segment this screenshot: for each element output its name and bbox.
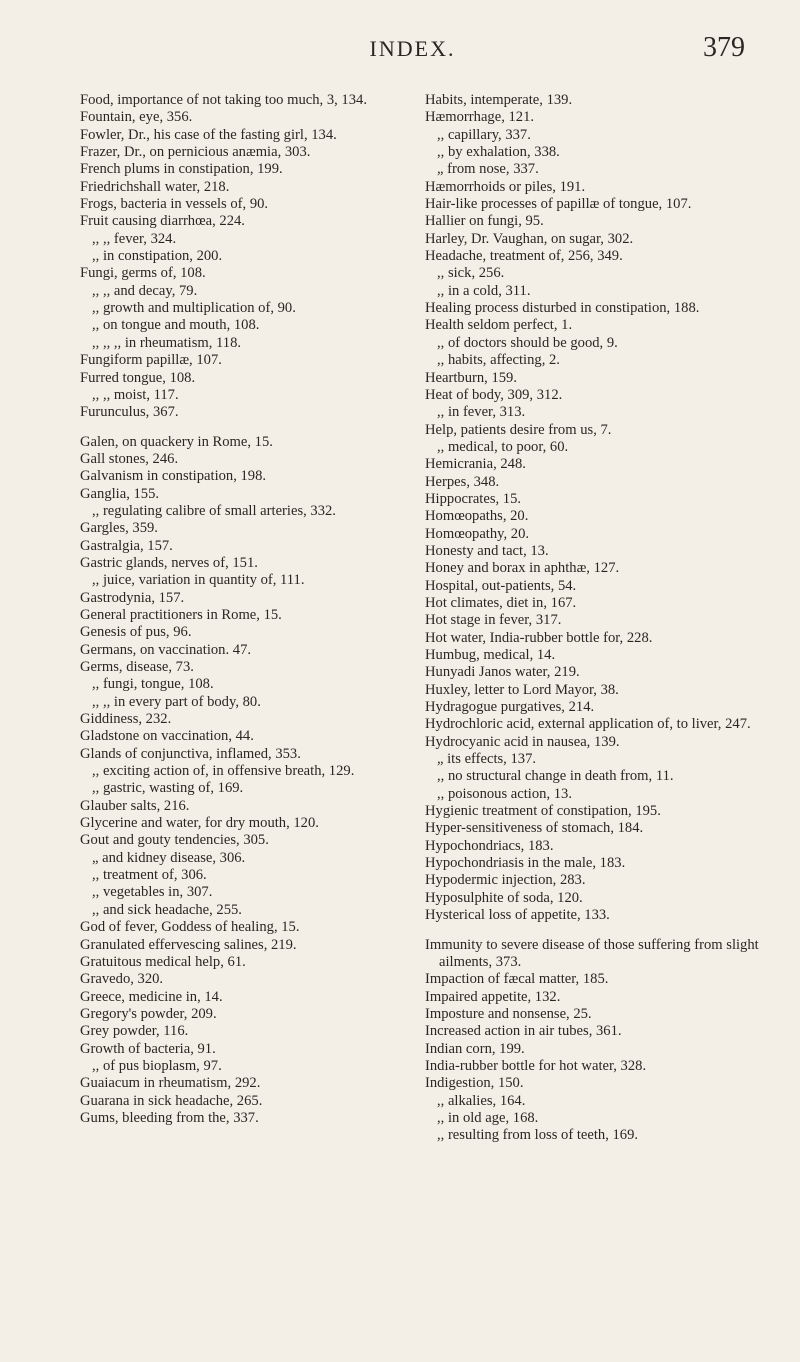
index-subentry: ,, in constipation, 200. [92,248,223,265]
index-entry: Gregory's powder, 209. [80,1005,217,1022]
index-entry: Fruit causing diarrhœa, 224. [80,213,245,230]
index-entry: Gravedo, 320. [80,971,164,988]
index-entry: Furunculus, 367. [80,404,179,421]
index-subentry: ,, on tongue and mouth, 108. [92,317,260,334]
index-entry: Headache, treatment of, 256, 349. [425,248,623,265]
index-entry: Hyposulphite of soda, 120. [425,889,583,906]
index-subentry: ,, ,, ,, in rheumatism, 118. [92,334,242,351]
page-title: INDEX. [369,36,456,61]
index-entry: Frogs, bacteria in vessels of, 90. [80,196,269,213]
index-entry: Granulated effervescing salines, 219. [80,936,297,953]
index-entry: Gout and gouty tendencies, 305. [80,832,269,849]
index-entry: Grey powder, 116. [80,1023,189,1040]
index-entry: Food, importance of not taking too much, 3, 134. [80,92,367,108]
index-entry: French plums in constipation, 199. [80,161,283,178]
index-subentry: ,, by exhalation, 338. [437,144,560,161]
index-entry: Fungi, germs of, 108. [80,265,206,282]
index-entry: Glauber salts, 216. [80,797,190,814]
index-entry: Honey and borax in aphthæ, 127. [425,560,620,577]
index-entry: Hypochondriacs, 183. [425,837,554,854]
index-subentry: ,, habits, affecting, 2. [437,352,560,369]
letter-section-gap [425,925,773,937]
index-entry: Healing process disturbed in constipation, 188. [425,300,700,317]
index-entry: Impaction of fæcal matter, 185. [425,971,609,988]
index-entry: Hygienic treatment of constipation, 195. [425,803,661,820]
index-subentry: ,, of doctors should be good, 9. [437,334,618,351]
index-entry: Gastralgia, 157. [80,537,173,554]
index-subentry: „ from nose, 337. [437,161,539,178]
index-entry: Fowler, Dr., his case of the fasting girl, 134. [80,126,337,143]
index-entry: Homœopathy, 20. [425,525,530,542]
index-entry: Hot stage in fever, 317. [425,612,562,629]
index-entry: Gargles, 359. [80,520,158,537]
index-entry: Guaiacum in rheumatism, 292. [80,1075,261,1092]
index-entry: Habits, intemperate, 139. [425,92,573,108]
index-subentry: ,, medical, to poor, 60. [437,438,569,455]
index-entry: Ganglia, 155. [80,485,160,502]
index-entry: General practitioners in Rome, 15. [80,606,282,623]
index-entry: Hydragogue purgatives, 214. [425,699,595,716]
index-subentry: ,, ,, and decay, 79. [92,282,198,299]
index-entry: Hypochondriasis in the male, 183. [425,855,626,872]
index-entry: Hunyadi Janos water, 219. [425,664,580,681]
index-entry: Galen, on quackery in Rome, 15. [80,433,273,450]
index-entry: Gastric glands, nerves of, 151. [80,554,258,571]
index-entry: Hair-like processes of papillæ of tongue, 107. [425,196,692,213]
page-header [80,32,745,70]
index-entry: Gastrodynia, 157. [80,589,185,606]
index-entry: Genesis of pus, 96. [80,624,192,641]
index-entry: Hydrocyanic acid in nausea, 139. [425,733,620,750]
index-subentry: ,, resulting from loss of teeth, 169. [437,1127,639,1144]
index-entry: Hot water, India-rubber bottle for, 228. [425,629,653,646]
letter-section-gap [80,422,430,434]
index-entry: God of fever, Goddess of healing, 15. [80,919,300,936]
index-entry: Help, patients desire from us, 7. [425,421,612,438]
index-subentry: ,, and sick headache, 255. [92,901,242,918]
index-subentry: ,, sick, 256. [437,265,505,282]
index-subentry: ,, exciting action of, in offensive breath, 129. [92,763,355,780]
index-entry: Hallier on fungi, 95. [425,213,544,230]
index-subentry: ,, ,, in every part of body, 80. [92,693,261,710]
index-entry: India-rubber bottle for hot water, 328. [425,1057,647,1074]
index-entry: Hydrochloric acid, external application of, to liver, 247. [425,716,751,733]
index-subentry: ,, treatment of, 306. [92,867,207,884]
index-entry: Gall stones, 246. [80,450,179,467]
index-entry: Huxley, letter to Lord Mayor, 38. [425,681,619,698]
index-subentry: ,, poisonous action, 13. [437,785,572,802]
index-subentry: ,, juice, variation in quantity of, 111. [92,572,305,589]
index-entry: Increased action in air tubes, 361. [425,1023,622,1040]
index-column-left [80,92,430,1127]
index-entry: Greece, medicine in, 14. [80,988,223,1005]
index-entry: Hot climates, diet in, 167. [425,594,577,611]
index-entry: Health seldom perfect, 1. [425,317,573,334]
index-subentry: ,, vegetables in, 307. [92,884,213,901]
index-subentry: ,, alkalies, 164. [437,1092,526,1109]
index-subentry: ,, growth and multiplication of, 90. [92,300,296,317]
index-subentry: ,, in fever, 313. [437,404,526,421]
index-entry: Glycerine and water, for dry mouth, 120. [80,815,319,832]
index-entry: Hyper-sensitiveness of stomach, 184. [425,820,644,837]
index-entry: Galvanism in constipation, 198. [80,468,267,485]
index-entry: Hippocrates, 15. [425,490,522,507]
index-entry: Germs, disease, 73. [80,659,194,675]
index-subentry: ,, no structural change in death from, 11. [437,768,674,785]
page-number: 379 [703,32,745,63]
index-entry: Immunity to severe disease of those suffering from slight ailments, 373. [425,936,759,970]
index-subentry: ,, regulating calibre of small arteries, 332. [92,502,336,519]
index-entry: Hemicrania, 248. [425,456,526,473]
index-entry: Guarana in sick headache, 265. [80,1092,263,1109]
index-entry: Germans, on vaccination. 47. [80,641,252,658]
index-subentry: ,, fungi, tongue, 108. [92,676,214,693]
index-entry: Gums, bleeding from the, 337. [80,1109,259,1126]
index-subentry: ,, ,, moist, 117. [92,386,179,403]
index-column-right [425,92,773,1145]
index-entry: Hæmorrhage, 121. [425,109,535,126]
index-subentry: „ and kidney disease, 306. [92,849,246,866]
index-subentry: ,, capillary, 337. [437,126,531,143]
index-entry: Fountain, eye, 356. [80,109,193,126]
index-entry: Homœopaths, 20. [425,508,529,525]
index-entry: Indian corn, 199. [425,1040,525,1057]
index-entry: Heat of body, 309, 312. [425,386,563,403]
index-subentry: „ its effects, 137. [437,751,537,768]
index-entry: Humbug, medical, 14. [425,647,556,663]
index-entry: Hospital, out-patients, 54. [425,577,577,594]
index-entry: Indigestion, 150. [425,1075,524,1092]
index-entry: Hypodermic injection, 283. [425,872,586,889]
index-subentry: ,, of pus bioplasm, 97. [92,1057,222,1074]
index-subentry: ,, ,, fever, 324. [92,230,177,247]
index-subentry: ,, gastric, wasting of, 169. [92,780,244,797]
index-entry: Gratuitous medical help, 61. [80,953,246,970]
index-entry: Furred tongue, 108. [80,369,196,386]
index-entry: Glands of conjunctiva, inflamed, 353. [80,745,301,762]
index-entry: Impaired appetite, 132. [425,988,561,1005]
index-entry: Heartburn, 159. [425,369,517,386]
index-subentry: ,, in old age, 168. [437,1109,539,1126]
index-entry: Hæmorrhoids or piles, 191. [425,178,586,195]
index-entry: Fungiform papillæ, 107. [80,352,222,369]
index-entry: Gladstone on vaccination, 44. [80,728,254,745]
index-entry: Imposture and nonsense, 25. [425,1005,592,1022]
index-entry: Honesty and tact, 13. [425,542,549,559]
index-subentry: ,, in a cold, 311. [437,282,531,299]
index-entry: Giddiness, 232. [80,711,172,728]
index-entry: Frazer, Dr., on pernicious anæmia, 303. [80,144,311,161]
index-entry: Growth of bacteria, 91. [80,1040,216,1057]
index-entry: Harley, Dr. Vaughan, on sugar, 302. [425,230,634,247]
index-entry: Hysterical loss of appetite, 133. [425,907,610,924]
index-entry: Herpes, 348. [425,473,500,490]
index-entry: Friedrichshall water, 218. [80,178,230,195]
